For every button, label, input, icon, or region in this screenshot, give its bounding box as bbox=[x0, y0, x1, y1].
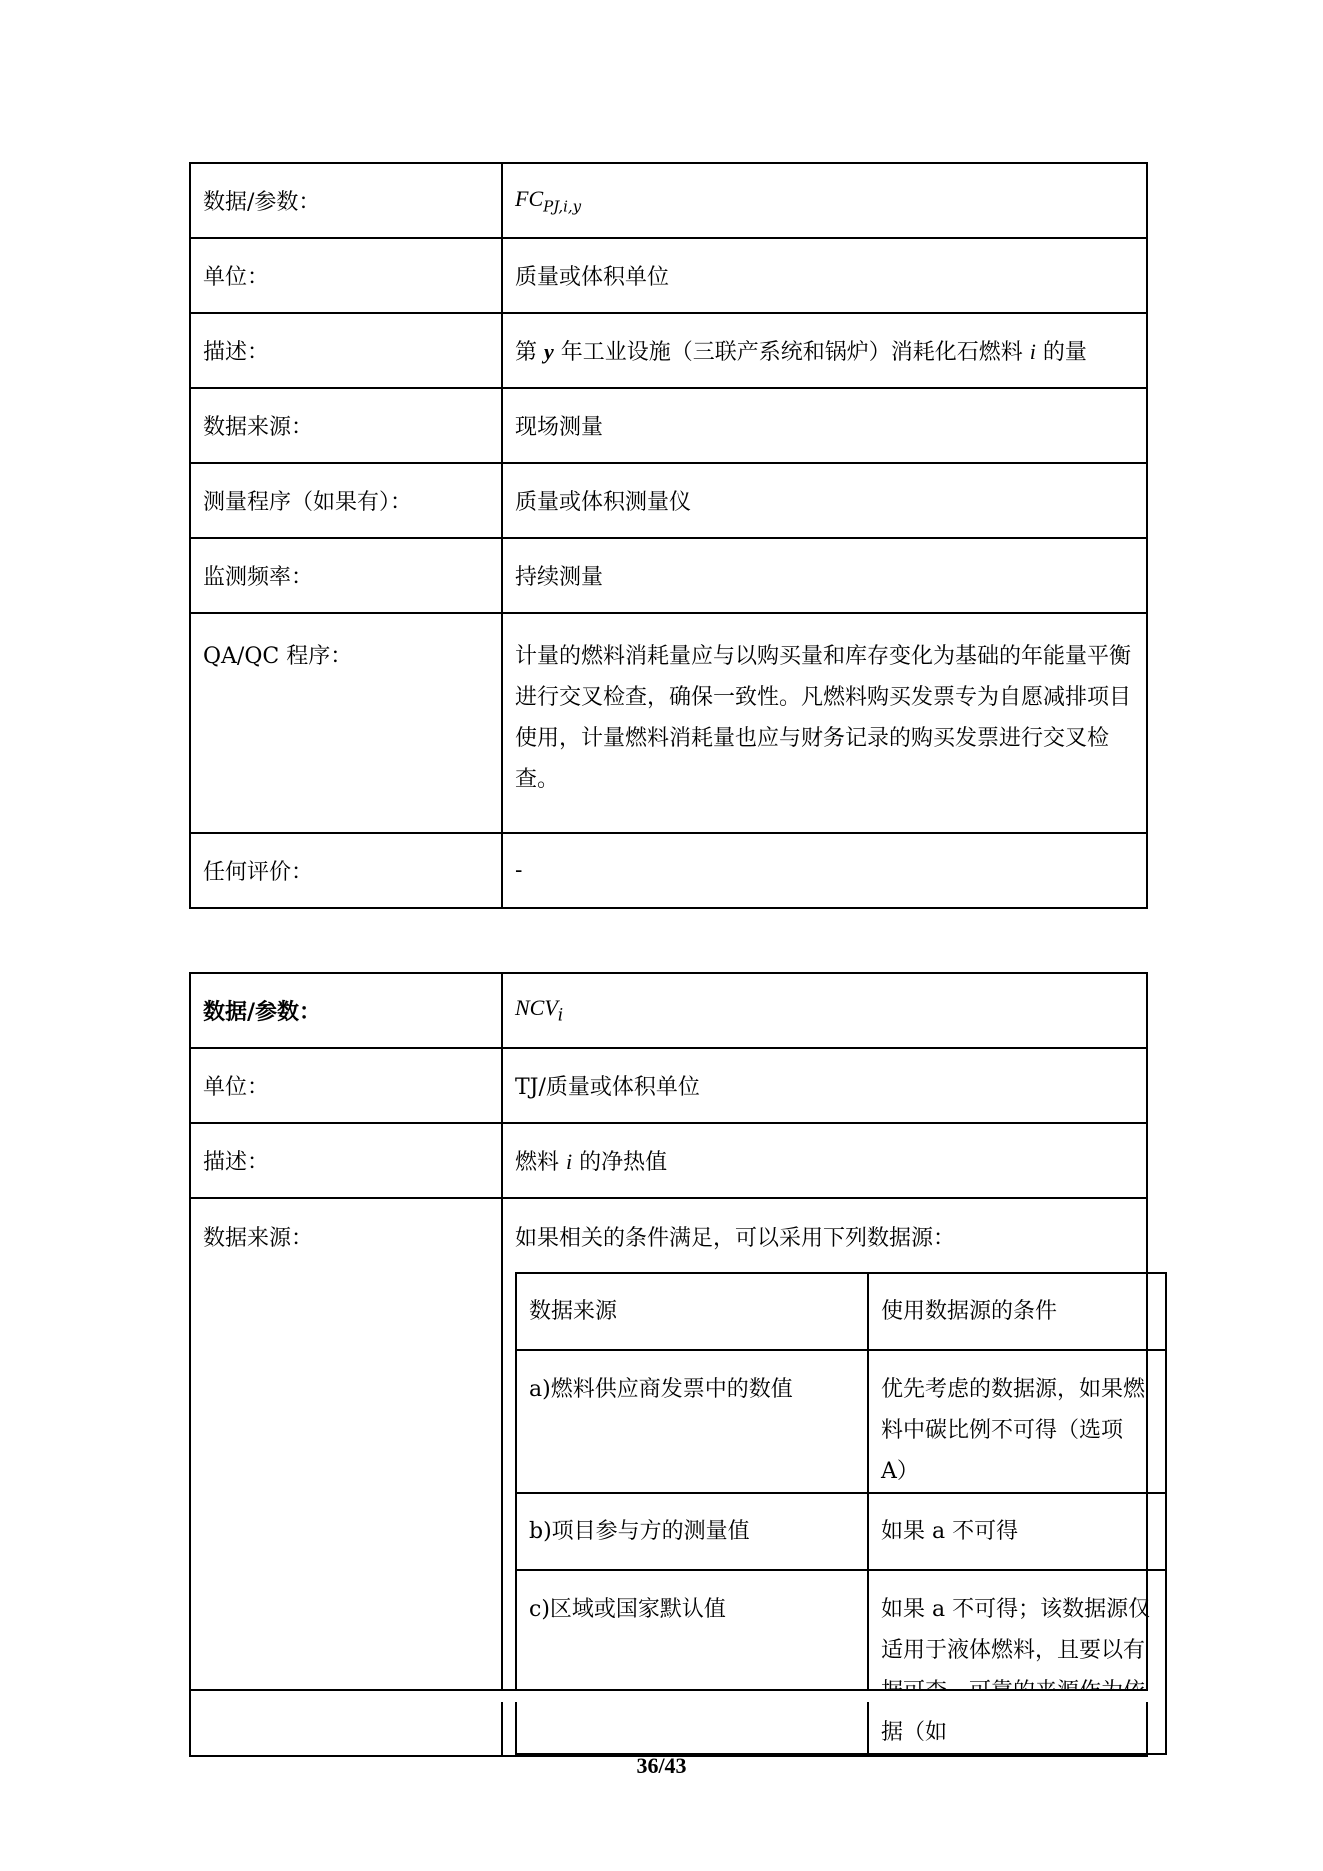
inner-row bbox=[516, 1350, 1166, 1493]
inner-header-cell: 使用数据源的条件 bbox=[868, 1273, 1166, 1350]
row-value: 持续测量 bbox=[502, 538, 1147, 613]
table-row bbox=[190, 238, 1147, 313]
inner-cell: 优先考虑的数据源，如果燃料中碳比例不可得（选项 A） bbox=[868, 1350, 1166, 1493]
table-row bbox=[190, 1198, 1147, 1756]
table-row bbox=[190, 538, 1147, 613]
inner-cell: b)项目参与方的测量值 bbox=[516, 1493, 868, 1570]
row-value: 计量的燃料消耗量应与以购买量和库存变化为基础的年能量平衡进行交叉检查，确保一致性。凡燃料购买发票专为自愿减排项目使用，计量燃料消耗量也应与财务记录的购买发票进行交叉检查。 bbox=[502, 613, 1147, 833]
row-value bbox=[502, 1198, 1151, 1756]
row-label: 描述： bbox=[190, 313, 502, 388]
row-label: 数据/参数： bbox=[190, 163, 502, 238]
table-row bbox=[190, 973, 1147, 1048]
table-bottom-border bbox=[189, 1689, 1148, 1691]
table-row bbox=[190, 463, 1147, 538]
table-row bbox=[190, 833, 1147, 908]
row-value: TJ/质量或体积单位 bbox=[502, 1048, 1147, 1123]
table-row bbox=[190, 388, 1147, 463]
row-label: QA/QC 程序： bbox=[190, 613, 502, 833]
table-row bbox=[190, 313, 1147, 388]
row-value: 质量或体积测量仪 bbox=[502, 463, 1147, 538]
row-label: 描述： bbox=[190, 1123, 502, 1198]
inner-header-cell: 数据来源 bbox=[516, 1273, 868, 1350]
table-row bbox=[190, 163, 1147, 238]
row-value: 现场测量 bbox=[502, 388, 1147, 463]
row-label: 数据来源： bbox=[190, 1198, 502, 1756]
row-label: 测量程序（如果有）： bbox=[190, 463, 502, 538]
inner-cell: a)燃料供应商发票中的数值 bbox=[516, 1350, 868, 1493]
page-number: 36/43 bbox=[636, 1753, 687, 1778]
data-source-table bbox=[515, 1272, 1167, 1755]
row-value: $FC_{PJ,i,y}$ bbox=[502, 163, 1147, 238]
row-label: 单位： bbox=[190, 1048, 502, 1123]
inner-cell: 如果 a 不可得；该数据源仅适用于液体燃料，且要以有 据（如 bbox=[868, 1570, 1166, 1754]
table-row bbox=[190, 1123, 1147, 1198]
row-value: $NCV_i$ bbox=[502, 973, 1147, 1048]
page-break-mask bbox=[470, 1690, 1150, 1702]
row-value: 燃料 i 的净热值 bbox=[502, 1123, 1147, 1198]
table-row bbox=[190, 1048, 1147, 1123]
row-value: 第 y 年工业设施（三联产系统和锅炉）消耗化石燃料 i 的量 bbox=[502, 313, 1147, 388]
parameter-table-fc bbox=[189, 162, 1148, 909]
row-label: 数据来源： bbox=[190, 388, 502, 463]
inner-header-row bbox=[516, 1273, 1166, 1350]
inner-cell: c)区域或国家默认值 bbox=[516, 1570, 868, 1754]
parameter-table-ncv bbox=[189, 972, 1151, 1757]
row-label: 监测频率： bbox=[190, 538, 502, 613]
data-source-intro: 如果相关的条件满足，可以采用下列数据源： bbox=[515, 1226, 956, 1251]
row-label: 单位： bbox=[190, 238, 502, 313]
inner-row bbox=[516, 1570, 1166, 1754]
row-label: 任何评价： bbox=[190, 833, 502, 908]
row-value: - bbox=[502, 833, 1147, 908]
row-label: 数据/参数： bbox=[190, 973, 502, 1048]
inner-row bbox=[516, 1493, 1166, 1570]
row-value: 质量或体积单位 bbox=[502, 238, 1147, 313]
table-row bbox=[190, 613, 1147, 833]
inner-cell: 如果 a 不可得 bbox=[868, 1493, 1166, 1570]
